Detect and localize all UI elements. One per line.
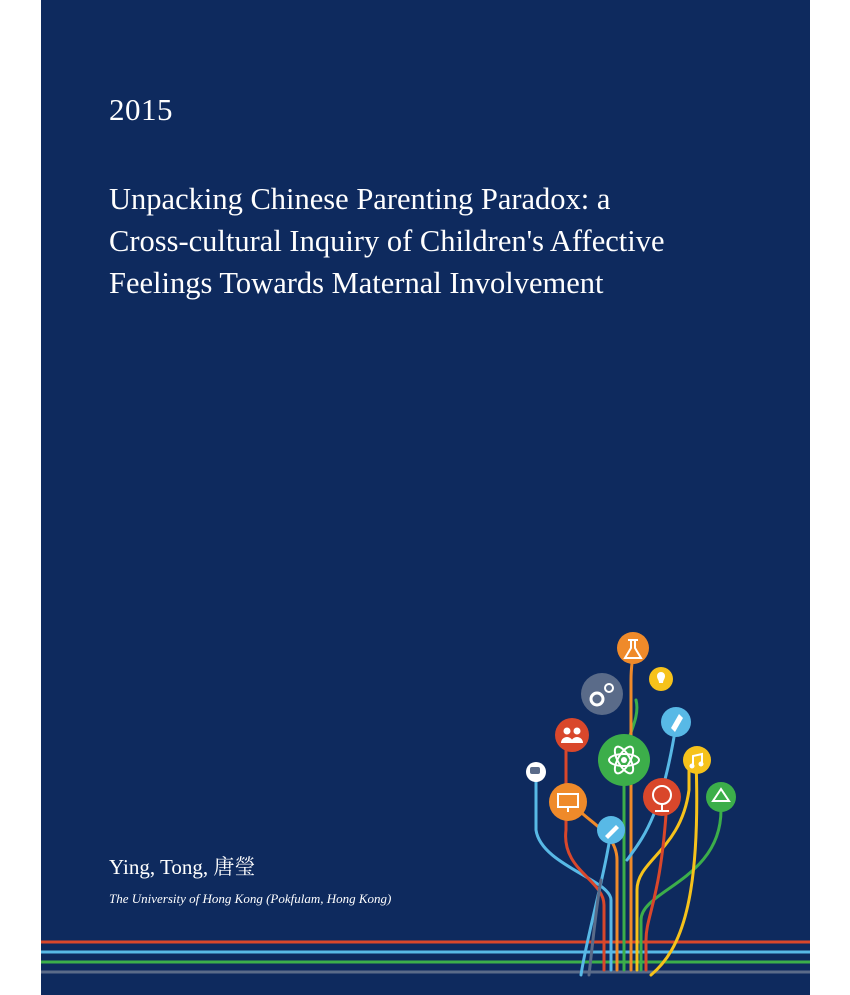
author-name: Ying, Tong, 唐瑩 [109,855,256,879]
rocket-icon [661,707,691,737]
pencil-icon [597,816,625,844]
lightbulb-icon [649,667,673,691]
flask-icon [617,632,649,664]
publication-year: 2015 [109,92,173,127]
title-line: Unpacking Chinese Parenting Paradox: a [109,182,611,216]
knowledge-tree-illustration [41,0,810,995]
globe-icon [643,778,681,816]
presentation-icon [549,783,587,821]
book-cover [41,0,810,995]
author-affiliation: The University of Hong Kong (Pokfulam, Hong Kong) [109,891,392,906]
music-icon [683,746,711,774]
chat-icon [526,762,546,782]
bottom-stripes [41,942,810,972]
recycle-icon [706,782,736,812]
title-line: Feelings Towards Maternal Involvement [109,266,604,300]
people-icon [555,718,589,752]
gears-icon [581,673,623,715]
title-line: Cross-cultural Inquiry of Children's Affective [109,224,665,258]
atom-icon [598,734,650,786]
